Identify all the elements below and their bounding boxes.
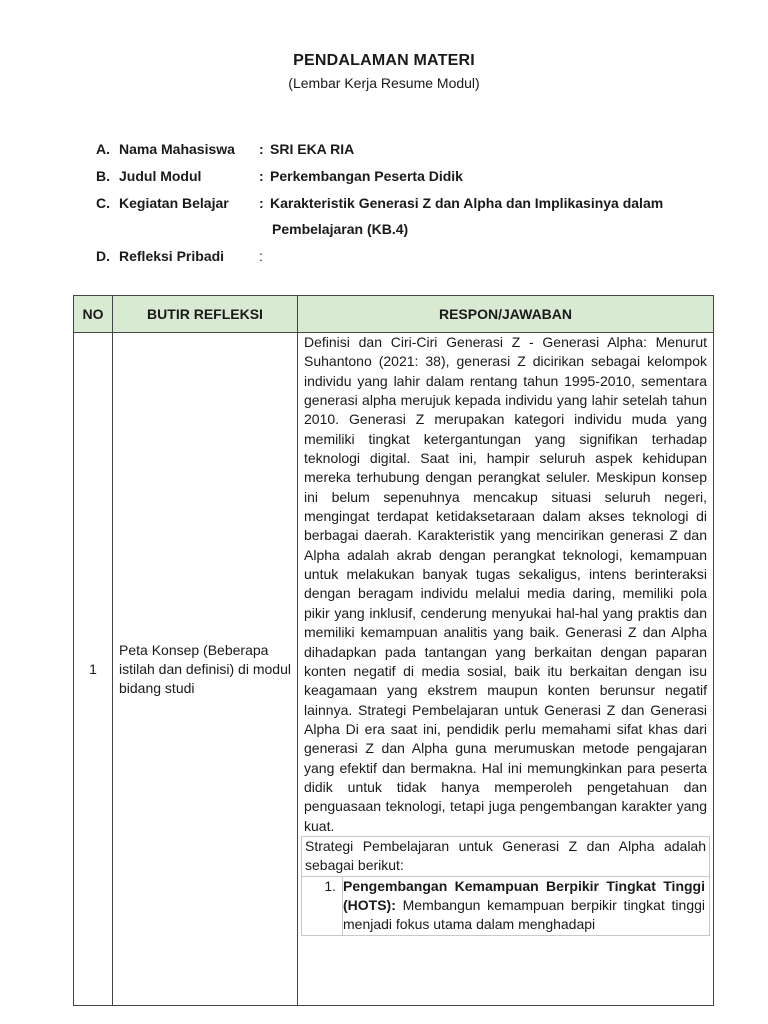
list-item-body: Membangun kemampuan berpikir tingkat tinggi menjadi fokus utama dalam menghadapi [343, 896, 705, 933]
row-response [298, 333, 714, 1006]
info-label: Nama Mahasiswa [119, 141, 235, 157]
info-label: Refleksi Pribadi [119, 248, 225, 264]
list-item-text [342, 877, 709, 935]
page-title: PENDALAMAN MATERI [293, 52, 475, 69]
info-letter: A. [96, 141, 110, 157]
info-value-judul: Perkembangan Peserta Didik [270, 168, 463, 184]
response-paragraph: Definisi dan Ciri-Ciri Generasi Z - Generasi Alpha: Menurut Suhantono (2021: 38), generasi Z dicirikan sebagai kelompok individu yang lahir dalam rentang tahun 1995-2010, sementara generasi alpha merujuk kepada individu yang lahir setelah tahun 2010. Generasi Z merupakan kategori individu muda yang memiliki tingkat ketergantungan yang signifikan terhadap teknologi digital. Saat ini, hampir seluruh aspek kehidupan mereka terhubung dengan perangkat seluler. Meskipun konsep ini belum sepenuhnya mencakup situasi seluruh negeri, mengingat terdapat ketidaksetaraan dalam akses teknologi di berbagai daerah. Karakteristik yang mencirikan generasi Z dan Alpha adalah akrab dengan perangkat teknologi, kemampuan untuk melakukan banyak tugas sekaligus, intens berinteraksi dengan beragam individu melalui media daring, memiliki pola pikir yang inklusif, cenderung menyukai hal-hal yang praktis dan memiliki kemampuan analitis yang baik. Generasi Z dan Alpha dihadapkan pada tantangan yang berkaitan dengan paparan konten negatif di media sosial, baik itu berkaitan dengan isu keagamaan yang ekstrem maupun konten berunsur negatif lainnya. Strategi Pembelajaran untuk Generasi Z dan Generasi Alpha Di era saat ini, pendidik perlu memahami sifat khas dari generasi Z dan Alpha guna merumuskan metode pengajaran yang efektif dan bermakna. Hal ini memungkinkan para peserta didik untuk tidak hanya memperoleh pengetahuan dan penguasaan teknologi, tetapi juga pengembangan karakter yang kuat. [304, 334, 707, 834]
info-label: Kegiatan Belajar [119, 195, 229, 211]
info-colon: : [259, 195, 264, 211]
header-no: NO [74, 296, 113, 333]
response-content [301, 333, 710, 1005]
reflection-table [73, 295, 714, 1006]
info-colon: : [259, 248, 263, 264]
info-value-kegiatan: Karakteristik Generasi Z dan Alpha dan Implikasinya dalam [270, 195, 664, 211]
info-value-nama: SRI EKA RIA [270, 141, 355, 157]
list-item-number: 1. [324, 877, 336, 894]
header-butir-refleksi: BUTIR REFLEKSI [113, 296, 298, 333]
page-subtitle: (Lembar Kerja Resume Modul) [288, 75, 480, 91]
row-butir: Peta Konsep (Beberapa istilah dan definisi) di modul bidang studi [113, 333, 298, 1006]
table-row [74, 333, 714, 1006]
row-number: 1 [74, 333, 113, 1006]
info-letter: D. [96, 248, 110, 264]
info-label: Judul Modul [119, 168, 202, 184]
response-paragraph-strategy: Strategi Pembelajaran untuk Generasi Z dan Alpha adalah sebagai berikut: [301, 836, 710, 877]
list-item-heading: Pengembangan Kemampuan Berpikir Tingkat Tinggi (HOTS): [343, 877, 705, 913]
info-colon: : [259, 141, 264, 157]
info-letter: B. [96, 168, 110, 184]
info-value-kegiatan-cont: Pembelajaran (KB.4) [272, 221, 409, 237]
list-item [301, 877, 710, 936]
info-letter: C. [96, 195, 110, 211]
info-colon: : [259, 168, 264, 184]
header-respon-jawaban: RESPON/JAWABAN [298, 296, 714, 333]
table-header-row [74, 296, 714, 333]
